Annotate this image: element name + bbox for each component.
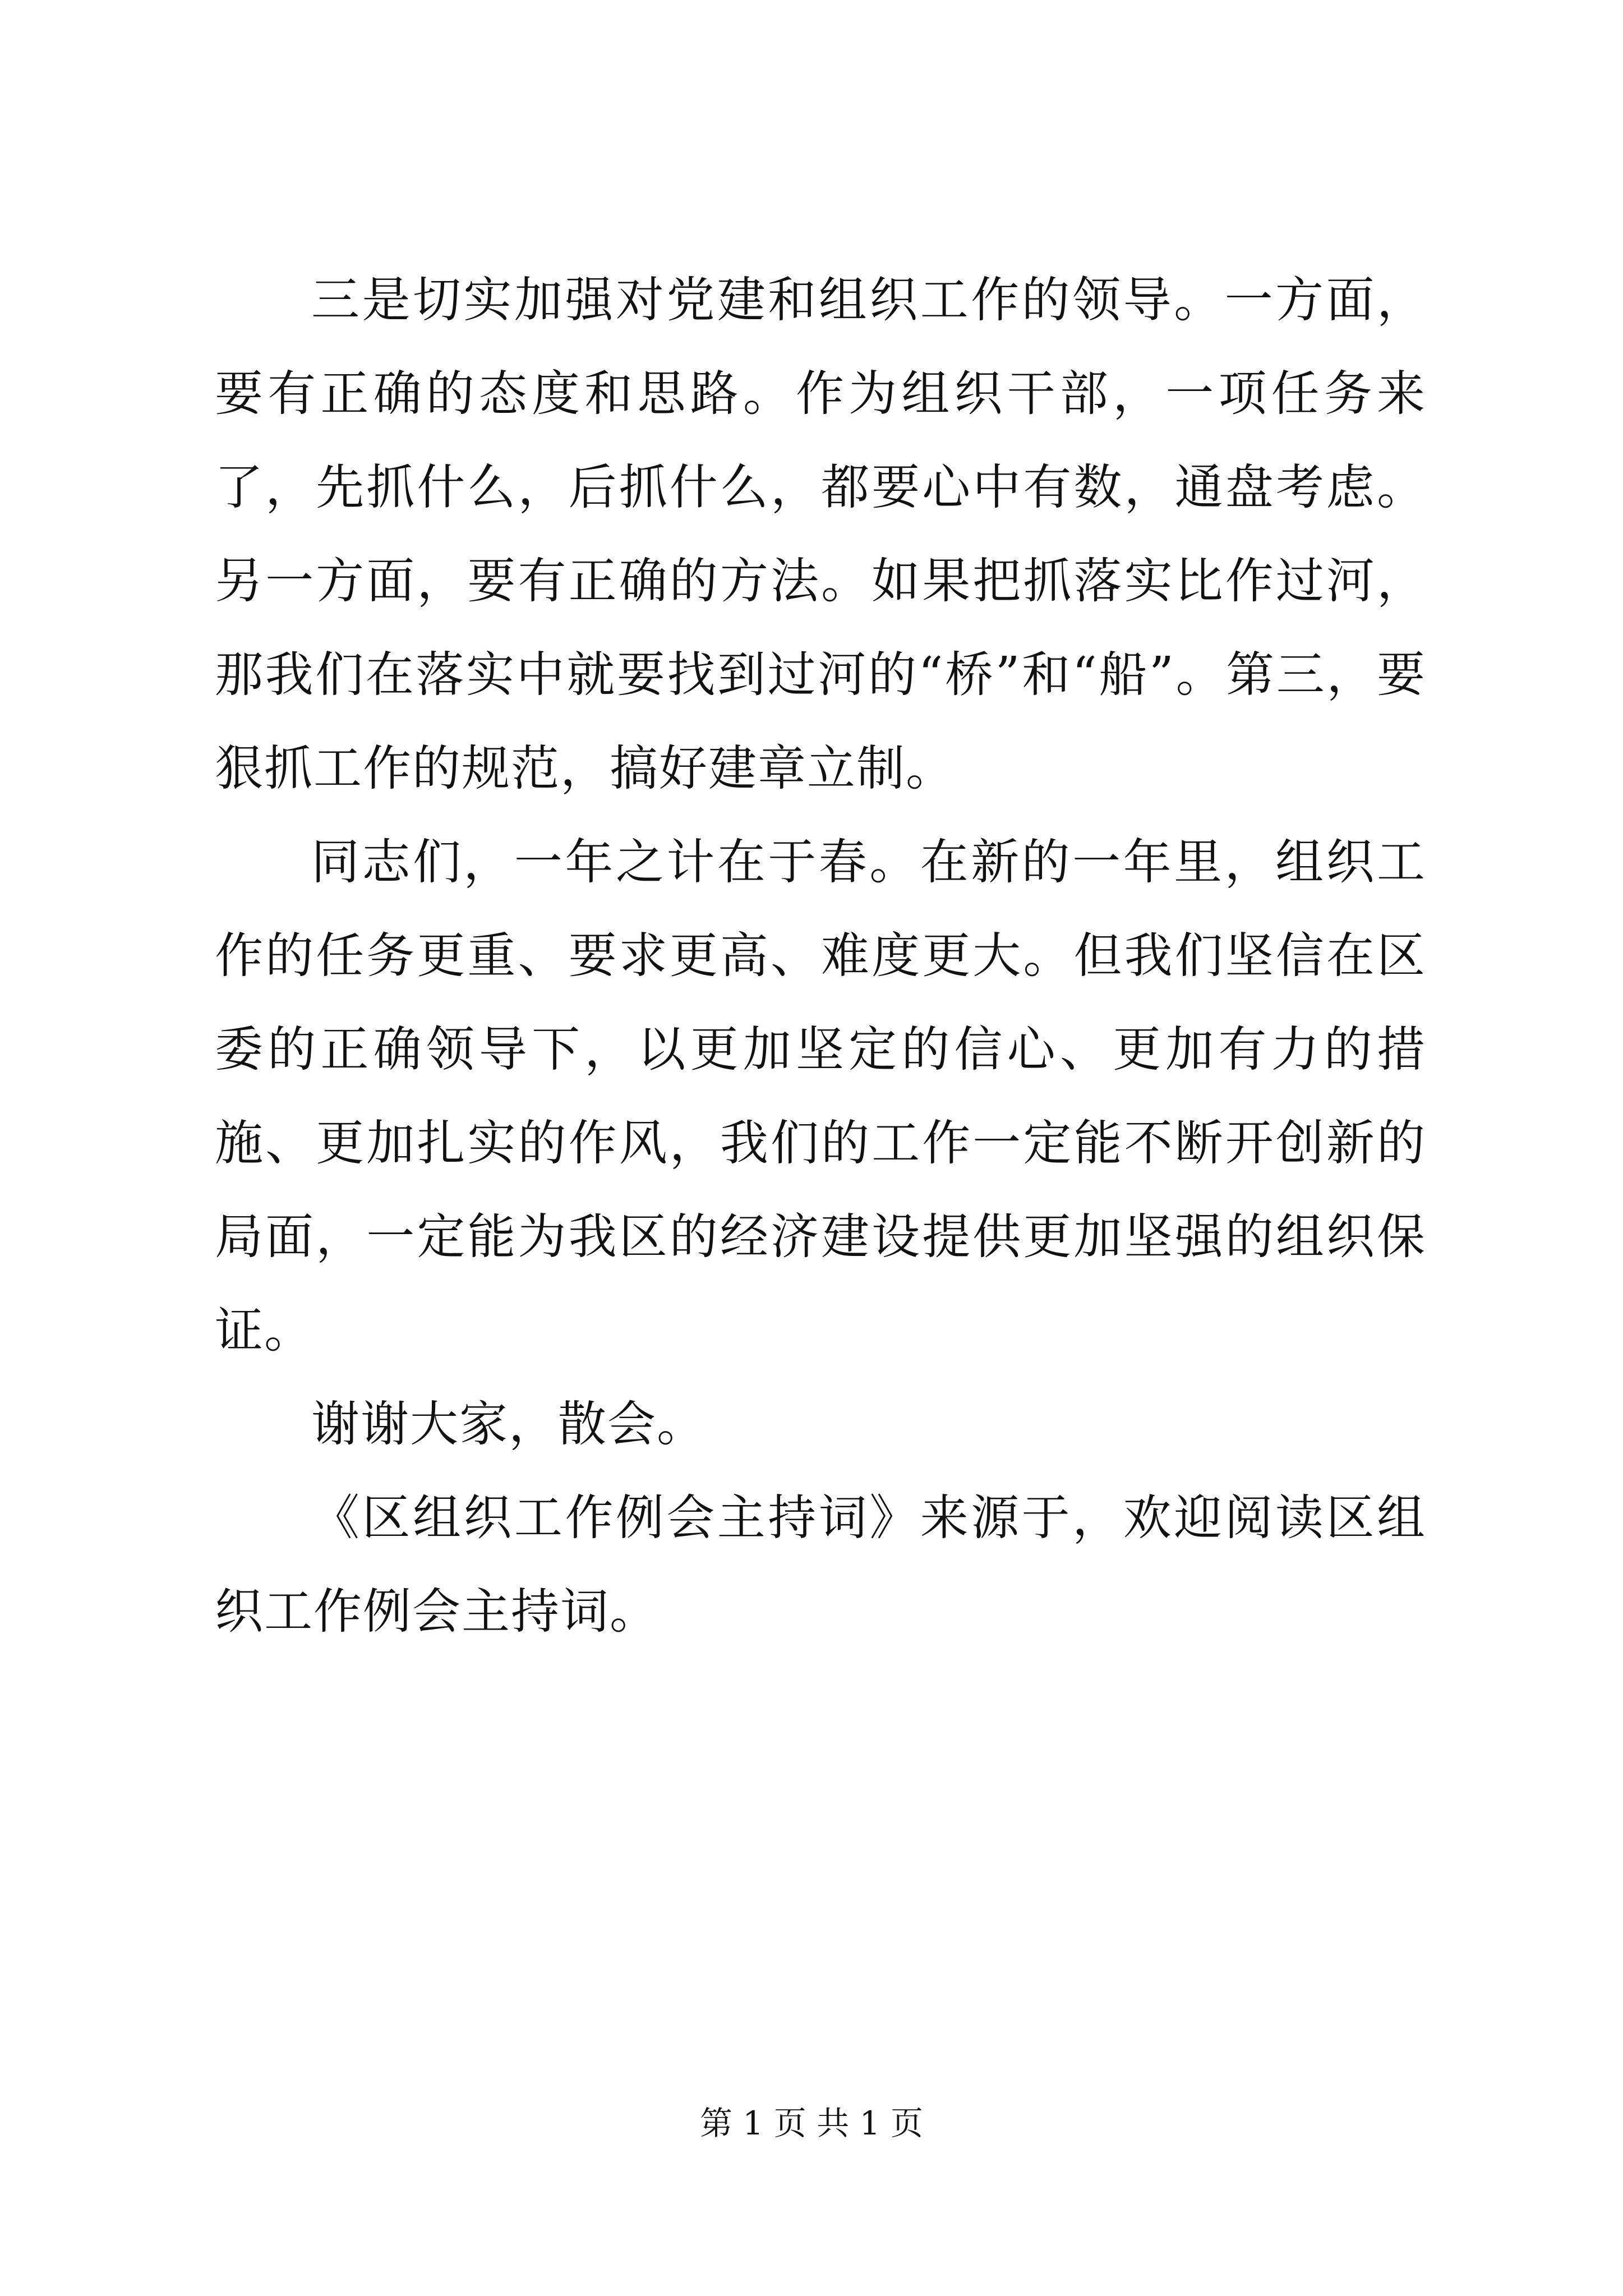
- paragraph-thanks: 谢谢大家，散会。: [311, 1396, 706, 1452]
- paragraph-leadership: 三是切实加强对党建和组织工作的领导。一方面，要有正确的态度和思路。作为组织干部，一项任务来了，先抓什么，后抓什么，都要心中有数，通盘考虑。另一方面，要有正确的方法。如果把抓落实比作过河，那我们在落实中就要找到过河的“桥”和“船”。第三，要狠抓工作的规范，搞好建章立制。: [215, 272, 1426, 797]
- paragraph-source-note: 《区组织工作例会主持词》来源于，欢迎阅读区组织工作例会主持词。: [215, 1490, 1426, 1640]
- paragraph-closing-remarks: 同志们，一年之计在于春。在新的一年里，组织工作的任务更重、要求更高、难度更大。但我们坚信在区委的正确领导下，以更加坚定的信心、更加有力的措施、更加扎实的作风，我们的工作一定能不断开创新的局面，一定能为我区的经济建设提供更加坚强的组织保证。: [215, 834, 1426, 1359]
- page-number-footer: 第 1 页 共 1 页: [700, 2104, 923, 2142]
- document-body: [215, 254, 1426, 1659]
